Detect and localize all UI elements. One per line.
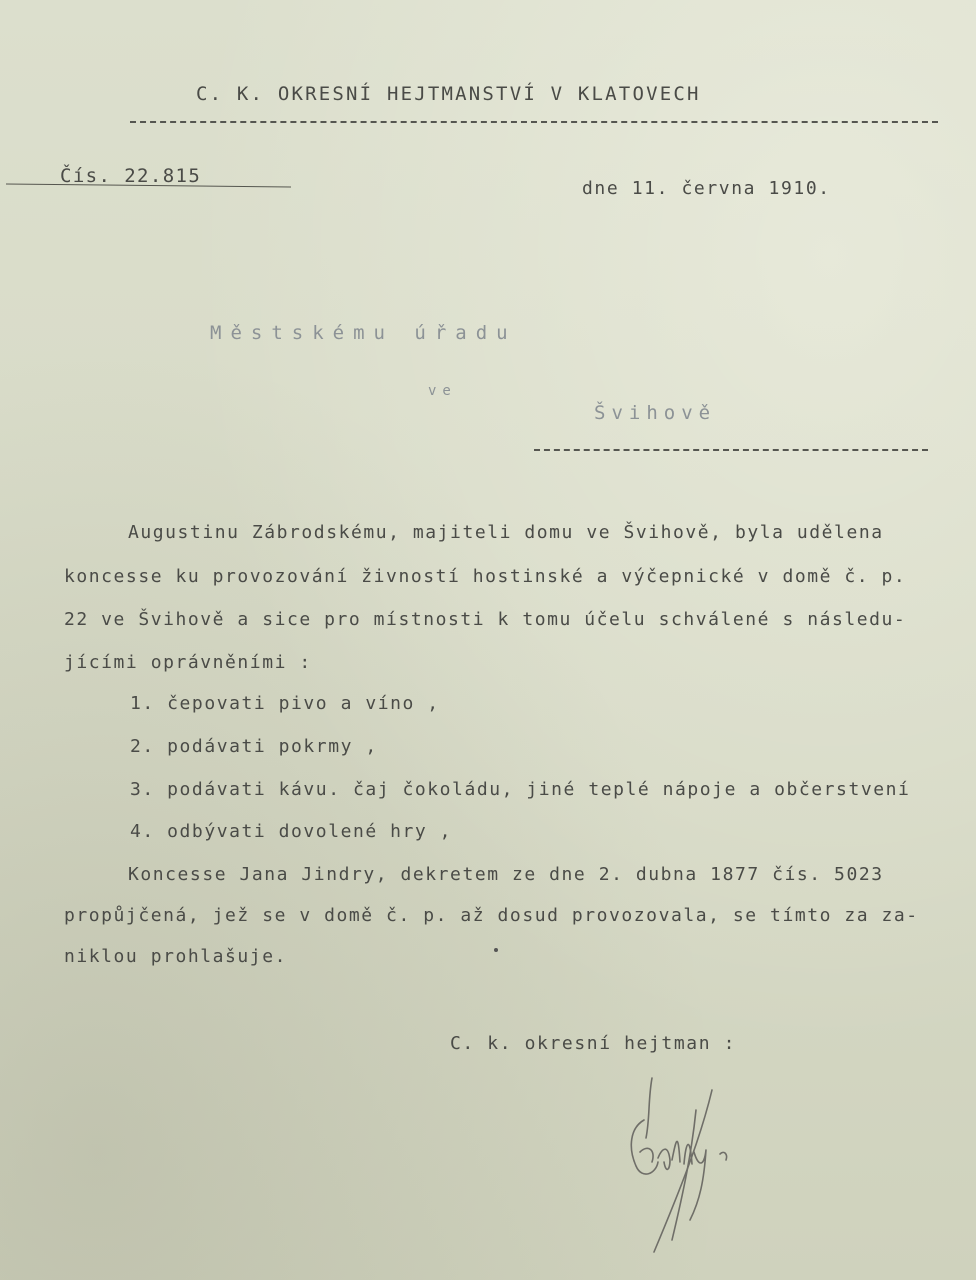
header-dashed-rule <box>130 121 938 123</box>
office-header: C. K. OKRESNÍ HEJTMANSTVÍ V KLATOVECH <box>196 83 701 105</box>
body-line: 22 ve Švihově a sice pro místnosti k tomu účelu schválené s následu- <box>64 609 907 630</box>
signature-title: C. k. okresní hejtman : <box>450 1033 737 1054</box>
handwritten-signature <box>600 1070 760 1260</box>
body-line: Augustinu Zábrodskému, majiteli domu ve Švihově, byla udělena <box>128 522 884 543</box>
list-item: 1. čepovati pivo a víno , <box>130 693 440 714</box>
reference-number: Čís. 22.815 <box>60 165 202 187</box>
body-line: propůjčená, jež se v domě č. p. až dosud provozovala, se tímto za za- <box>64 905 919 926</box>
list-item: 3. podávati kávu. čaj čokoládu, jiné teplé nápoje a občerstvení <box>130 779 911 800</box>
addressee-dashed-rule <box>534 449 928 451</box>
body-line: koncesse ku provozování živností hostinské a výčepnické v domě č. p. <box>64 566 907 587</box>
addressee-line-3: Švihově <box>594 402 717 424</box>
body-line: niklou prohlašuje. <box>64 946 287 967</box>
addressee-line-1: Městskému úřadu <box>210 322 517 344</box>
ink-dot <box>494 948 498 952</box>
addressee-line-2: ve <box>428 383 457 399</box>
body-line: Koncesse Jana Jindry, dekretem ze dne 2. dubna 1877 čís. 5023 <box>128 864 884 885</box>
list-item: 4. odbývati dovolené hry , <box>130 821 453 842</box>
list-item: 2. podávati pokrmy , <box>130 736 378 757</box>
document-date: dne 11. června 1910. <box>582 178 831 199</box>
body-line: jícími oprávněními : <box>64 652 312 673</box>
